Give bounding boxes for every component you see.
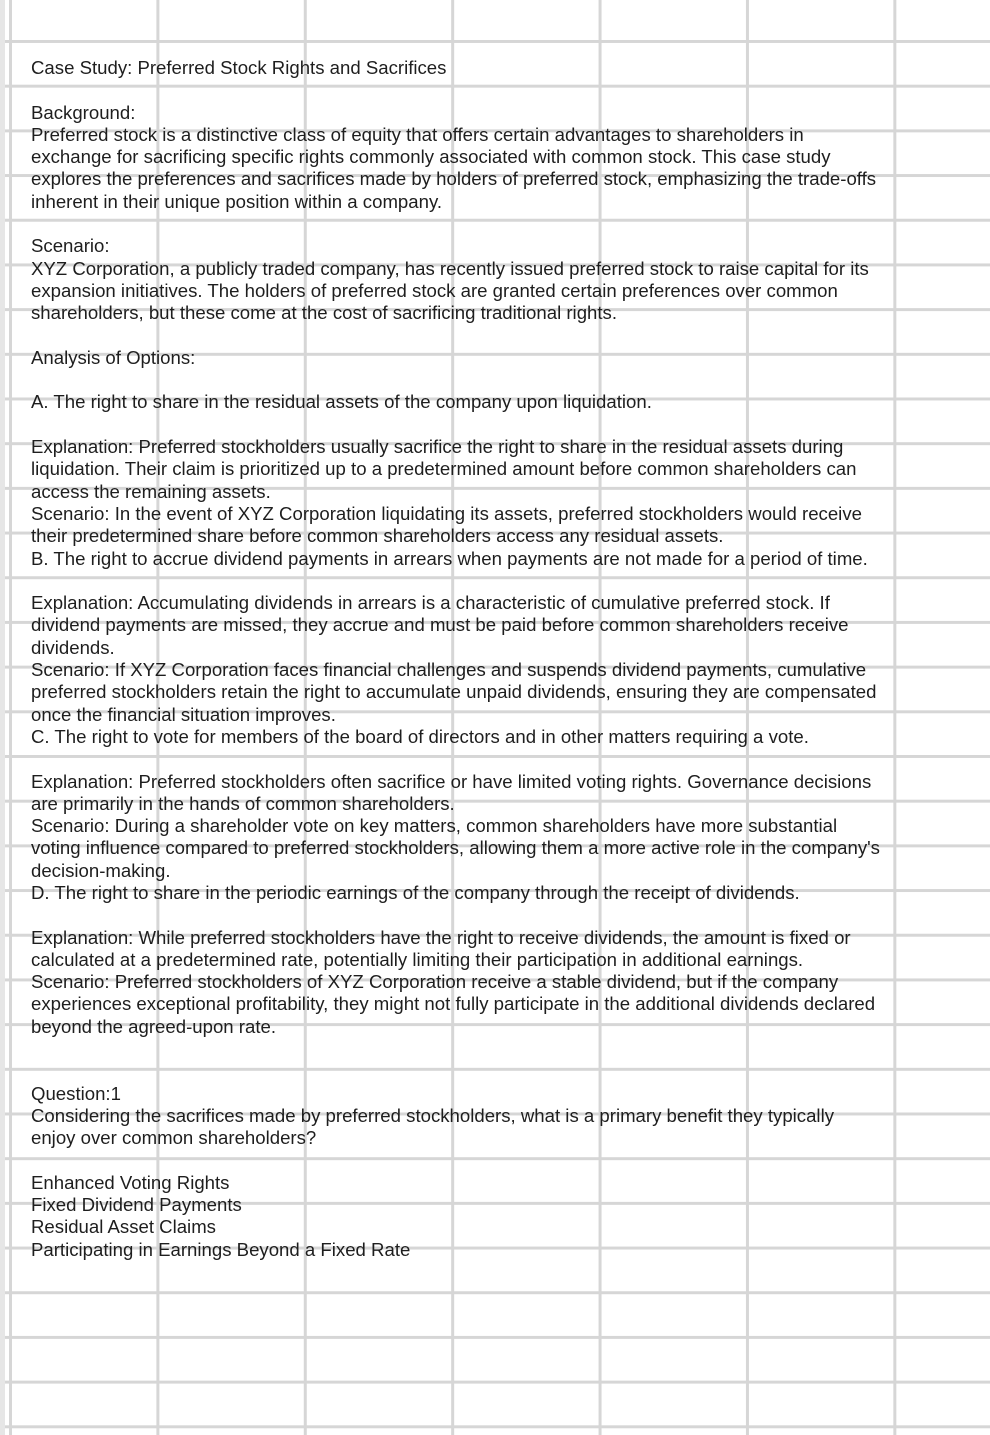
option-a-explanation: Explanation: Preferred stockholders usually sacrifice the right to share in the residual assets during liquidation. Their claim is prioritized up to a predetermined amount before common shareholders can access the remaining assets.: [31, 436, 857, 502]
question-text: Considering the sacrifices made by preferred stockholders, what is a primary benefit they typically enjoy over common shareholders?: [31, 1104, 834, 1149]
option-c-explanation: Explanation: Preferred stockholders often sacrifice or have limited voting rights. Governance decisions are primarily in the hands of common shareholders.: [31, 770, 872, 814]
left-margin-rule: [0, 0, 5, 1435]
spacer: [31, 1038, 881, 1083]
option-d-title: D. The right to share in the periodic earnings of the company through the receipt of dividends.: [31, 881, 800, 903]
document-body: [31, 57, 881, 1261]
background-text: Preferred stock is a distinctive class of equity that offers certain advantages to shareholders in exchange for sacrificing specific rights commonly associated with common stock. This case study explores the preferences and sacrifices made by holders of preferred stock, emphasizing the trade-offs inherent in their unique position within a company.: [31, 123, 877, 212]
answer-choice: Residual Asset Claims: [31, 1216, 216, 1238]
background-heading: Background:: [31, 101, 136, 123]
spacer: [31, 570, 881, 592]
spacer: [31, 748, 881, 770]
answer-choice: Participating in Earnings Beyond a Fixed Rate: [31, 1238, 411, 1260]
analysis-heading: Analysis of Options:: [31, 346, 196, 368]
spacer: [31, 213, 881, 235]
option-a-title: A. The right to share in the residual assets of the company upon liquidation.: [31, 391, 652, 413]
option-b-explanation: Explanation: Accumulating dividends in arrears is a characteristic of cumulative preferred stock. If dividend payments are missed, they accrue and must be paid before common shareholders receive dividends.: [31, 592, 849, 658]
document-title: Case Study: Preferred Stock Rights and Sacrifices: [31, 57, 447, 78]
spacer: [31, 369, 881, 391]
option-b-scenario: Scenario: If XYZ Corporation faces financial challenges and suspends dividend payments, cumulative preferred stockholders retain the right to accumulate unpaid dividends, ensuring they are compensated once the financial situation improves.: [31, 659, 877, 725]
spacer: [31, 79, 881, 101]
spacer: [31, 1150, 881, 1172]
question-heading: Question:1: [31, 1082, 121, 1104]
option-d-scenario: Scenario: Preferred stockholders of XYZ Corporation receive a stable dividend, but if the company experiences exceptional profitability, they might not fully participate in the additional dividends declared beyond the agreed-upon rate.: [31, 971, 876, 1037]
option-c-scenario: Scenario: During a shareholder vote on key matters, common shareholders have more substantial voting influence compared to preferred stockholders, allowing them a more active role in the company's decision-making.: [31, 815, 880, 881]
spacer: [31, 414, 881, 436]
option-b-title: B. The right to accrue dividend payments in arrears when payments are not made for a period of time.: [31, 547, 868, 569]
option-c-title: C. The right to vote for members of the board of directors and in other matters requiring a vote.: [31, 725, 809, 747]
answer-choice: Enhanced Voting Rights: [31, 1171, 230, 1193]
scenario-text: XYZ Corporation, a publicly traded company, has recently issued preferred stock to raise capital for its expansion initiatives. The holders of preferred stock are granted certain preferences over common shareholders, but these come at the cost of sacrificing traditional rights.: [31, 257, 869, 324]
answer-choice: Fixed Dividend Payments: [31, 1194, 242, 1216]
scenario-heading: Scenario:: [31, 235, 110, 257]
option-d-explanation: Explanation: While preferred stockholders have the right to receive dividends, the amount is fixed or calculated at a predetermined rate, potentially limiting their participation in additional earnings.: [31, 926, 851, 970]
spacer: [31, 325, 881, 347]
spacer: [31, 904, 881, 926]
option-a-scenario: Scenario: In the event of XYZ Corporation liquidating its assets, preferred stockholders would receive their predetermined share before common shareholders access any residual assets.: [31, 502, 862, 547]
